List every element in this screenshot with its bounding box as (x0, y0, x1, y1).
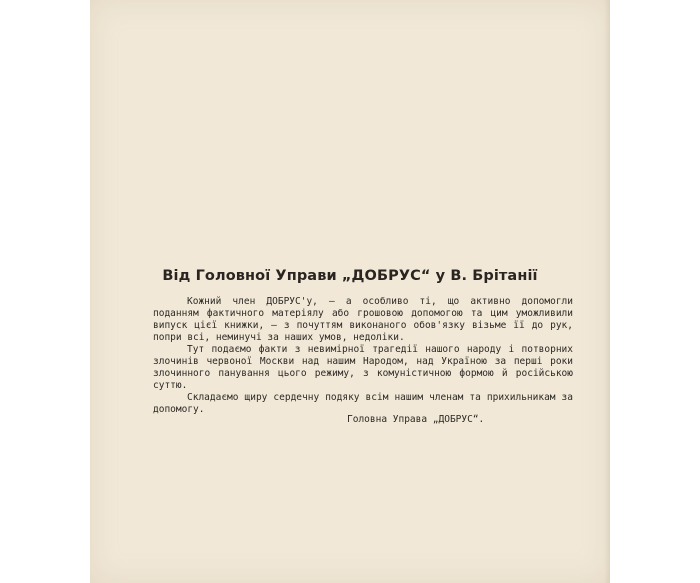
body-text (153, 296, 573, 416)
page-heading: Від Головної Управи „ДОБРУС“ у В. Брітанії (162, 268, 538, 284)
book-page (90, 0, 610, 583)
signature: Головна Управа „ДОБРУС“. (347, 414, 485, 425)
paragraph-3: Складаємо щиру сердечну подяку всім нашим членам та прихильникам за допомогу. (153, 392, 573, 415)
paragraph-2: Тут подаємо факти з невимірної трагедії нашого народу і потворних злочинів червоної Москви над нашим Народом, над Україною за перші роки злочинного панування цього режиму, з комуністичною формою й російською суттю. (153, 344, 573, 391)
paragraph-1: Кожний член ДОБРУС'у, — а особливо ті, що активно допомогли поданням фактичного матеріялу або грошовою допомогою та цим уможливили випуск цієї книжки, — з почуттям виконаного обов'язку візьме її до рук, попри всі, неминучі за наших умов, недоліки. (153, 296, 573, 343)
